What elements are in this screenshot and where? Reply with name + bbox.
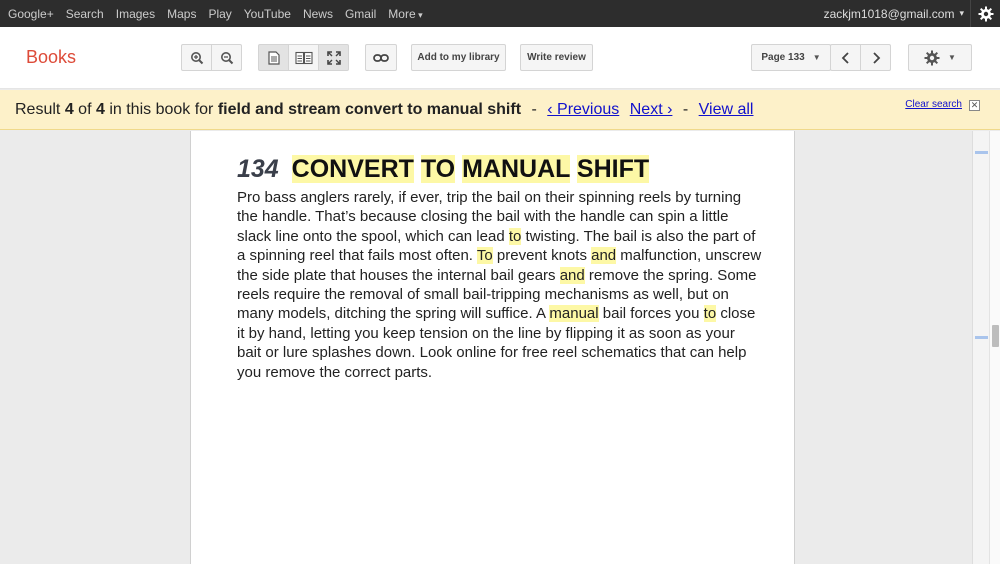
page-heading	[237, 155, 649, 184]
highlighted-word: To	[476, 247, 493, 265]
highlighted-word: to	[508, 227, 522, 245]
highlighted-word: TO	[420, 155, 456, 183]
chevron-down-icon: ▾	[959, 8, 964, 18]
previous-page-button[interactable]	[830, 44, 861, 71]
gbar-link-play[interactable]: Play	[208, 6, 232, 21]
search-result-bar	[0, 90, 1000, 130]
google-nav	[8, 0, 435, 27]
search-hit-scroll-track[interactable]	[972, 131, 989, 564]
vertical-scrollbar[interactable]	[989, 131, 1000, 564]
view-mode-group	[258, 44, 349, 71]
gbar-link-youtube[interactable]: YouTube	[243, 6, 291, 21]
page-body-text	[237, 188, 762, 382]
account-email: zackjm1018@gmail.com	[823, 6, 955, 21]
chevron-left-icon	[841, 52, 851, 64]
scrollbar-thumb[interactable]	[992, 325, 999, 347]
text-segment: remove the spring. Some reels require the removal of small bail-tripping mechanisms as well, but on many models, ditching the spring will suffice. A	[237, 266, 757, 323]
zoom-in-button[interactable]	[181, 44, 212, 71]
highlighted-word: MANUAL	[462, 155, 570, 183]
text-segment: prevent knots	[492, 247, 592, 265]
view-all-link[interactable]: View all	[698, 101, 754, 118]
books-logo[interactable]: Books	[26, 47, 77, 67]
search-hit-marker[interactable]	[975, 151, 988, 154]
books-toolbar	[0, 27, 1000, 89]
highlighted-word: CONVERT	[291, 155, 414, 183]
two-page-view-button[interactable]	[288, 44, 319, 71]
separator: -	[531, 101, 537, 118]
settings-menu-button[interactable]	[908, 44, 972, 71]
result-total: 4	[95, 101, 105, 118]
result-prefix: Result	[15, 101, 61, 118]
gear-icon	[978, 6, 994, 22]
single-page-view-button[interactable]	[258, 44, 289, 71]
gbar-link-search[interactable]: Search	[65, 6, 104, 21]
search-query: field and stream convert to manual shift	[217, 101, 522, 118]
account-menu[interactable]	[824, 0, 964, 27]
text-segment: malfunction, unscrew the side plate that houses the internal bail gears	[237, 247, 762, 284]
text-segment: Pro bass anglers rarely, if ever, trip the bail on their spinning reels by turning the handle. That’s because closing the bail with the handle can spin a little slack line onto the spool, which can lead	[237, 189, 742, 245]
result-current: 4	[64, 101, 74, 118]
page-selector-label: Page 133	[761, 52, 805, 63]
page-selector[interactable]	[751, 44, 831, 71]
highlighted-word: SHIFT	[576, 155, 650, 183]
text-segment: close it by hand, letting you keep tension on the line by flipping it as soon as your bait or lure splashes down. Look online for free reel schematics that can help you remove the correct parts.	[237, 305, 756, 381]
gbar-link-more[interactable]: More ▾	[388, 7, 422, 21]
highlighted-word: and	[591, 247, 617, 265]
fullscreen-button[interactable]	[318, 44, 349, 71]
chevron-right-icon	[871, 52, 881, 64]
link-button[interactable]	[365, 44, 397, 71]
highlighted-word: to	[703, 305, 717, 323]
separator: -	[682, 101, 689, 118]
chevron-down-icon: ▼	[812, 53, 821, 62]
next-page-button[interactable]	[860, 44, 891, 71]
gbar-link-googleplus[interactable]: Google+	[8, 6, 54, 21]
highlighted-word: and	[559, 266, 585, 284]
book-page	[190, 131, 795, 564]
search-hit-marker[interactable]	[975, 336, 988, 339]
single-page-icon	[268, 51, 280, 65]
clear-search-link[interactable]: Clear search	[905, 99, 962, 110]
write-review-button[interactable]: Write review	[520, 44, 593, 71]
result-summary	[15, 101, 753, 119]
result-of: of	[78, 101, 92, 118]
chevron-down-icon: ▼	[948, 53, 956, 62]
gbar-settings-button[interactable]	[970, 0, 1000, 27]
next-result-link[interactable]: Next ›	[629, 101, 673, 118]
add-to-library-button[interactable]: Add to my library	[411, 44, 506, 71]
gbar-link-maps[interactable]: Maps	[167, 6, 197, 21]
heading-number: 134	[237, 155, 279, 183]
zoom-group	[181, 44, 242, 71]
gbar-link-news[interactable]: News	[302, 6, 333, 21]
zoom-in-icon	[190, 51, 204, 65]
text-segment: bail forces you	[598, 305, 704, 323]
page-nav-group	[830, 44, 891, 71]
result-in-book-for: in this book for	[109, 101, 214, 118]
two-page-icon	[295, 51, 313, 65]
close-icon[interactable]: ✕	[970, 100, 979, 110]
previous-result-link[interactable]: ‹ Previous	[547, 101, 620, 118]
zoom-out-button[interactable]	[211, 44, 242, 71]
highlighted-word: manual	[549, 305, 599, 323]
link-icon	[373, 53, 389, 63]
text-segment: twisting. The bail is also the part of a spinning reel that fails most often.	[237, 227, 756, 265]
gear-icon	[924, 50, 940, 66]
book-viewer	[0, 131, 1000, 564]
zoom-out-icon	[220, 51, 234, 65]
gbar-link-images[interactable]: Images	[115, 6, 156, 21]
google-bar	[0, 0, 1000, 27]
fullscreen-icon	[327, 51, 341, 65]
gbar-link-gmail[interactable]: Gmail	[344, 6, 377, 21]
